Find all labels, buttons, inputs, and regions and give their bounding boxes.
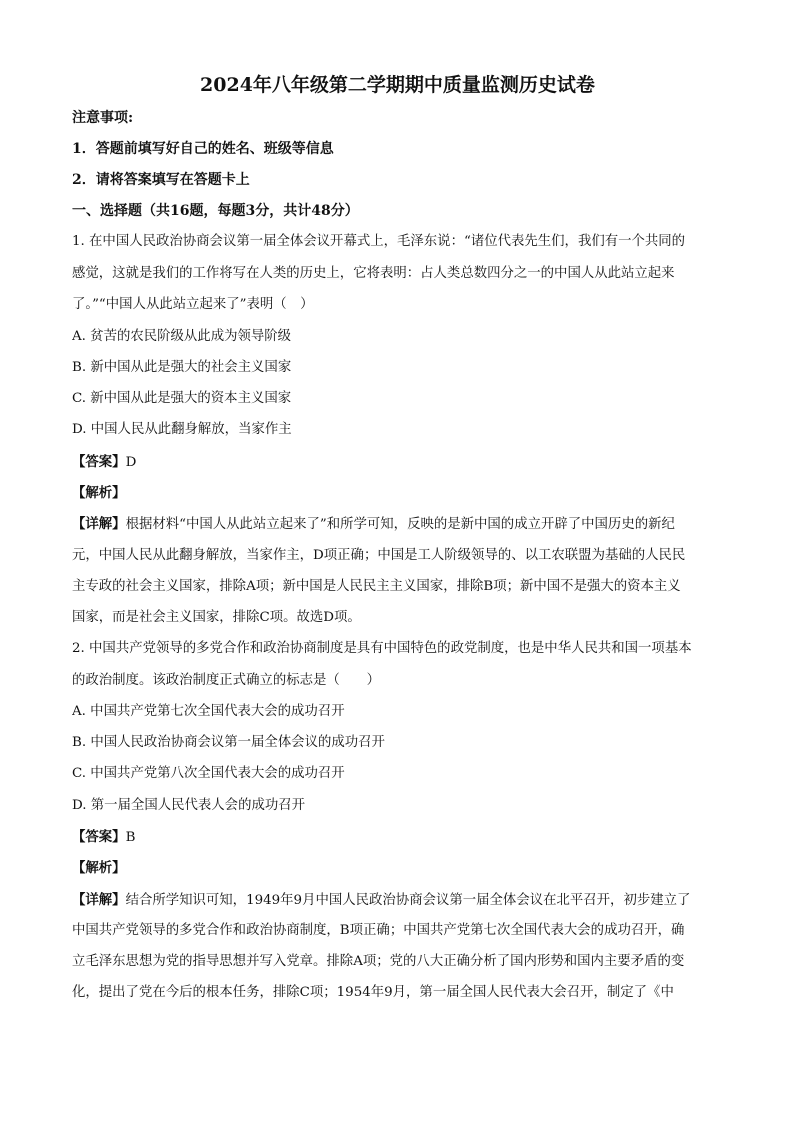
q2-stem-line-2: 的政治制度。该政治制度正式确立的标志是（ ） — [72, 673, 380, 688]
notice-item-2: 2．请将答案填写在答题卡上 — [72, 172, 250, 188]
q2-option-d: D. 第一届全国人民代表人会的成功召开 — [72, 798, 306, 813]
notice-heading: 注意事项: — [72, 110, 134, 126]
q1-stem-line-3: 了。”“中国人从此站立起来了”表明（ ） — [72, 297, 314, 312]
q2-option-a: A. 中国共产党第七次全国代表大会的成功召开 — [72, 704, 345, 719]
exam-title: 2024年八年级第二学期期中质量监测历史试卷 — [200, 74, 595, 96]
q2-detail-line-2: 中国共产党领导的多党合作和政治协商制度，B项正确；中国共产党第七次全国代表大会的成功召开，确 — [72, 923, 685, 938]
section-heading: 一、选择题（共16题，每题3分，共计48分） — [72, 203, 359, 219]
notice-item-1: 1．答题前填写好自己的姓名、班级等信息 — [72, 141, 334, 157]
q1-answer-tag: 【答案】 — [72, 454, 126, 470]
q2-detail-line-3: 立毛泽东思想为党的指导思想并写入党章。排除A项；党的八大正确分析了国内形势和国内主要矛盾的变 — [72, 954, 685, 969]
q2-stem-line-1: 2. 中国共产党领导的多党合作和政治协商制度是具有中国特色的政党制度，也是中华人民共和国一项基本 — [72, 641, 692, 656]
q1-detail-text-1: 根据材料“中国人从此站立起来了”和所学可知，反映的是新中国的成立开辟了中国历史的新纪 — [125, 517, 675, 532]
q2-analysis-tag: 【解析】 — [72, 860, 126, 876]
q2-answer-value: B — [125, 830, 136, 845]
q1-answer — [72, 452, 723, 473]
q1-option-b: B. 新中国从此是强大的社会主义国家 — [72, 360, 292, 375]
q1-option-d: D. 中国人民从此翻身解放，当家作主 — [72, 422, 292, 437]
q2-option-c: C. 中国共产党第八次全国代表大会的成功召开 — [72, 766, 345, 781]
q2-detail-line-1 — [72, 890, 723, 911]
q2-detail-text-1: 结合所学知识可知，1949年9月中国人民政治协商会议第一届全体会议在北平召开，初步建立了 — [125, 893, 691, 908]
q1-detail-line-2: 元，中国人民从此翻身解放，当家作主，D项正确；中国是工人阶级领导的、以工农联盟为基础的人民民 — [72, 548, 686, 563]
q2-answer-tag: 【答案】 — [72, 829, 126, 845]
q1-stem-line-1: 1. 在中国人民政治协商会议第一届全体会议开幕式上，毛泽东说：“诸位代表先生们，我们有一个共同的 — [72, 234, 686, 249]
q1-option-a: A. 贫苦的农民阶级从此成为领导阶级 — [72, 329, 292, 344]
q1-answer-value: D — [125, 455, 137, 470]
q1-detail-tag: 【详解】 — [72, 516, 126, 532]
q1-option-c: C. 新中国从此是强大的资本主义国家 — [72, 391, 292, 406]
q1-detail-line-3: 主专政的社会主义国家，排除A项；新中国是人民民主主义国家，排除B项；新中国不是强大的资本主义 — [72, 579, 681, 594]
q2-answer — [72, 827, 723, 848]
q1-detail-line-1 — [72, 514, 723, 535]
q2-detail-line-4: 化，提出了党在今后的根本任务，排除C项；1954年9月，第一届全国人民代表大会召开，制定了《中 — [72, 985, 674, 1000]
q2-detail-tag: 【详解】 — [72, 892, 126, 908]
q1-analysis-tag: 【解析】 — [72, 485, 126, 501]
q1-stem-line-2: 感觉，这就是我们的工作将写在人类的历史上，它将表明：占人类总数四分之一的中国人从此站立起来 — [72, 266, 675, 281]
q2-option-b: B. 中国人民政治协商会议第一届全体会议的成功召开 — [72, 735, 385, 750]
q1-detail-line-4: 国家，而是社会主义国家，排除C项。故选D项。 — [72, 610, 361, 625]
